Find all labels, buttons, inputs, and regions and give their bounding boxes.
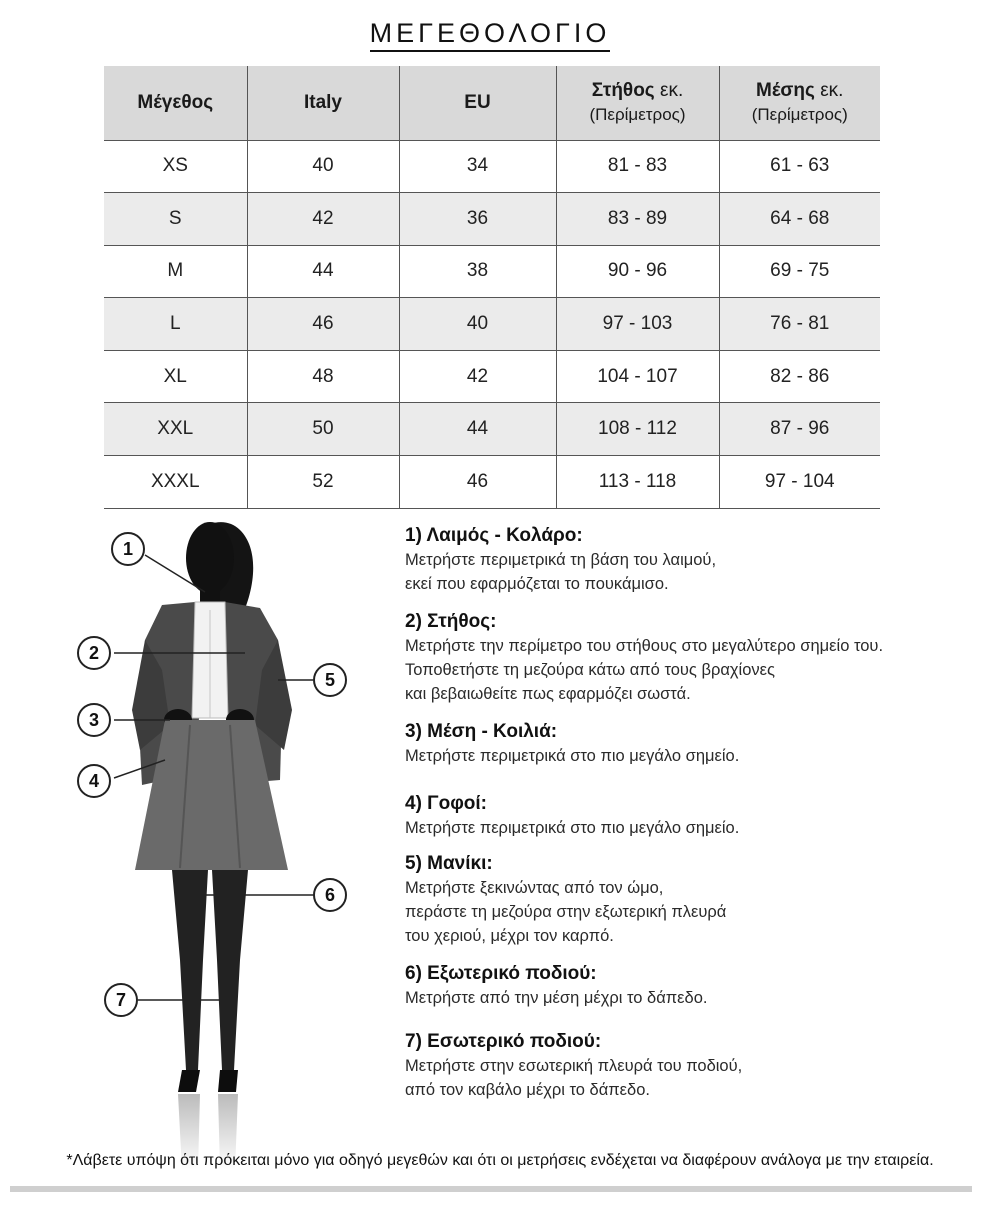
instruction-line: Μετρήστε από την μέση μέχρι το δάπεδο. bbox=[405, 989, 708, 1007]
left-leg-shape bbox=[172, 870, 208, 1070]
header-waist-main: Μέσης bbox=[756, 79, 815, 101]
cell-chest: 83 - 89 bbox=[556, 193, 719, 246]
header-chest-unit: εκ. bbox=[659, 79, 684, 101]
cell-eu: 40 bbox=[399, 298, 556, 351]
cell-italy: 42 bbox=[247, 193, 399, 246]
size-chart-table bbox=[104, 66, 880, 509]
instruction-line: και βεβαιωθείτε πως εφαρμόζει σωστά. bbox=[405, 685, 691, 703]
instruction-title: 2) Στήθος: bbox=[405, 611, 497, 632]
instruction-hips bbox=[405, 792, 965, 840]
header-chest bbox=[556, 66, 719, 140]
cell-chest: 97 - 103 bbox=[556, 298, 719, 351]
table-row bbox=[104, 140, 880, 193]
cell-italy: 44 bbox=[247, 245, 399, 298]
header-waist-unit: εκ. bbox=[820, 79, 844, 101]
cell-chest: 113 - 118 bbox=[556, 456, 719, 509]
head-shape bbox=[186, 522, 234, 594]
cell-eu: 42 bbox=[399, 350, 556, 403]
right-shoe-shape bbox=[218, 1070, 238, 1092]
instruction-title: 5) Μανίκι: bbox=[405, 853, 493, 874]
cell-chest: 108 - 112 bbox=[556, 403, 719, 456]
cell-waist: 61 - 63 bbox=[719, 140, 880, 193]
table-row bbox=[104, 403, 880, 456]
instruction-title: 1) Λαιμός - Κολάρο: bbox=[405, 525, 583, 546]
table-row bbox=[104, 298, 880, 351]
cell-eu: 44 bbox=[399, 403, 556, 456]
cell-italy: 50 bbox=[247, 403, 399, 456]
callout-4: 4 bbox=[77, 764, 111, 798]
instruction-waist bbox=[405, 720, 965, 768]
woman-silhouette-illustration bbox=[70, 510, 390, 1190]
header-waist-sub: (Περίμετρος) bbox=[751, 104, 848, 124]
cell-italy: 40 bbox=[247, 140, 399, 193]
instruction-outer-leg bbox=[405, 962, 965, 1010]
cell-chest: 104 - 107 bbox=[556, 350, 719, 403]
cell-size: XS bbox=[162, 155, 188, 177]
callout-7: 7 bbox=[104, 983, 138, 1017]
cell-italy: 52 bbox=[247, 456, 399, 509]
instruction-title: 4) Γοφοί: bbox=[405, 793, 488, 814]
instruction-line: Τοποθετήστε τη μεζούρα κάτω από τους βραχίονες bbox=[405, 661, 775, 679]
header-chest-main: Στήθος bbox=[591, 79, 655, 101]
header-chest-sub: (Περίμετρος) bbox=[589, 104, 686, 124]
cell-waist: 69 - 75 bbox=[719, 245, 880, 298]
callout-5: 5 bbox=[313, 663, 347, 697]
cell-size: XXXL bbox=[150, 470, 200, 492]
instruction-line: Μετρήστε ξεκινώντας από τον ώμο, bbox=[405, 879, 664, 897]
callout-3: 3 bbox=[77, 703, 111, 737]
cell-waist: 97 - 104 bbox=[719, 456, 880, 509]
header-waist bbox=[719, 66, 880, 140]
instruction-title: 6) Εξωτερικό ποδιού: bbox=[405, 963, 597, 984]
callout-2: 2 bbox=[77, 636, 111, 670]
table-row bbox=[104, 456, 880, 509]
table-row bbox=[104, 193, 880, 246]
instruction-line: Μετρήστε περιμετρικά τη βάση του λαιμού, bbox=[405, 551, 717, 569]
cell-italy: 48 bbox=[247, 350, 399, 403]
instruction-line: από τον καβάλο μέχρι το δάπεδο. bbox=[405, 1081, 650, 1099]
page-title-text: ΜΕΓΕΘΟΛΟΓΙΟ bbox=[370, 18, 611, 52]
cell-size: XL bbox=[163, 365, 187, 387]
cell-eu: 34 bbox=[399, 140, 556, 193]
cell-waist: 82 - 86 bbox=[719, 350, 880, 403]
cell-waist: 64 - 68 bbox=[719, 193, 880, 246]
callout-6: 6 bbox=[313, 878, 347, 912]
instruction-neck bbox=[405, 524, 965, 596]
right-leg-shape bbox=[212, 870, 248, 1070]
cell-size: S bbox=[168, 207, 182, 229]
instruction-line: Μετρήστε περιμετρικά στο πιο μεγάλο σημείο. bbox=[405, 819, 740, 837]
instruction-sleeve bbox=[405, 852, 965, 948]
header-size: Μέγεθος bbox=[137, 91, 214, 113]
left-shoe-shape bbox=[178, 1070, 200, 1092]
cell-size: L bbox=[169, 313, 181, 335]
cell-waist: 76 - 81 bbox=[719, 298, 880, 351]
instruction-chest bbox=[405, 610, 965, 706]
instruction-line: Μετρήστε περιμετρικά στο πιο μεγάλο σημείο. bbox=[405, 747, 740, 765]
instruction-line: Μετρήστε την περίμετρο του στήθους στο μεγαλύτερο σημείο του. bbox=[405, 637, 884, 655]
instruction-line: Μετρήστε στην εσωτερική πλευρά του ποδιού, bbox=[405, 1057, 743, 1075]
instruction-title: 7) Εσωτερικό ποδιού: bbox=[405, 1031, 602, 1052]
cell-size: M bbox=[167, 260, 184, 282]
cell-eu: 36 bbox=[399, 193, 556, 246]
instruction-line: εκεί που εφαρμόζεται το πουκάμισο. bbox=[405, 575, 669, 593]
bottom-divider bbox=[10, 1186, 972, 1192]
cell-eu: 38 bbox=[399, 245, 556, 298]
cell-chest: 81 - 83 bbox=[556, 140, 719, 193]
cell-italy: 46 bbox=[247, 298, 399, 351]
instruction-line: του χεριού, μέχρι τον καρπό. bbox=[405, 927, 614, 945]
instruction-inner-leg bbox=[405, 1030, 965, 1102]
disclaimer-footnote: *Λάβετε υπόψη ότι πρόκειται μόνο για οδηγό μεγεθών και ότι οι μετρήσεις ενδέχεται να διαφέρουν ανάλογα με την εταιρεία. bbox=[66, 1152, 934, 1169]
cell-size: XXL bbox=[157, 418, 194, 440]
table-row bbox=[104, 350, 880, 403]
table-header-row bbox=[104, 66, 880, 140]
cell-chest: 90 - 96 bbox=[556, 245, 719, 298]
measurement-figure bbox=[70, 510, 390, 1190]
page-title bbox=[0, 18, 980, 49]
header-eu: EU bbox=[399, 66, 556, 140]
cell-eu: 46 bbox=[399, 456, 556, 509]
callout-1: 1 bbox=[111, 532, 145, 566]
instruction-title: 3) Μέση - Κοιλιά: bbox=[405, 721, 558, 742]
header-italy: Italy bbox=[247, 66, 399, 140]
table-row bbox=[104, 245, 880, 298]
cell-waist: 87 - 96 bbox=[719, 403, 880, 456]
instruction-line: περάστε τη μεζούρα στην εξωτερική πλευρά bbox=[405, 903, 727, 921]
